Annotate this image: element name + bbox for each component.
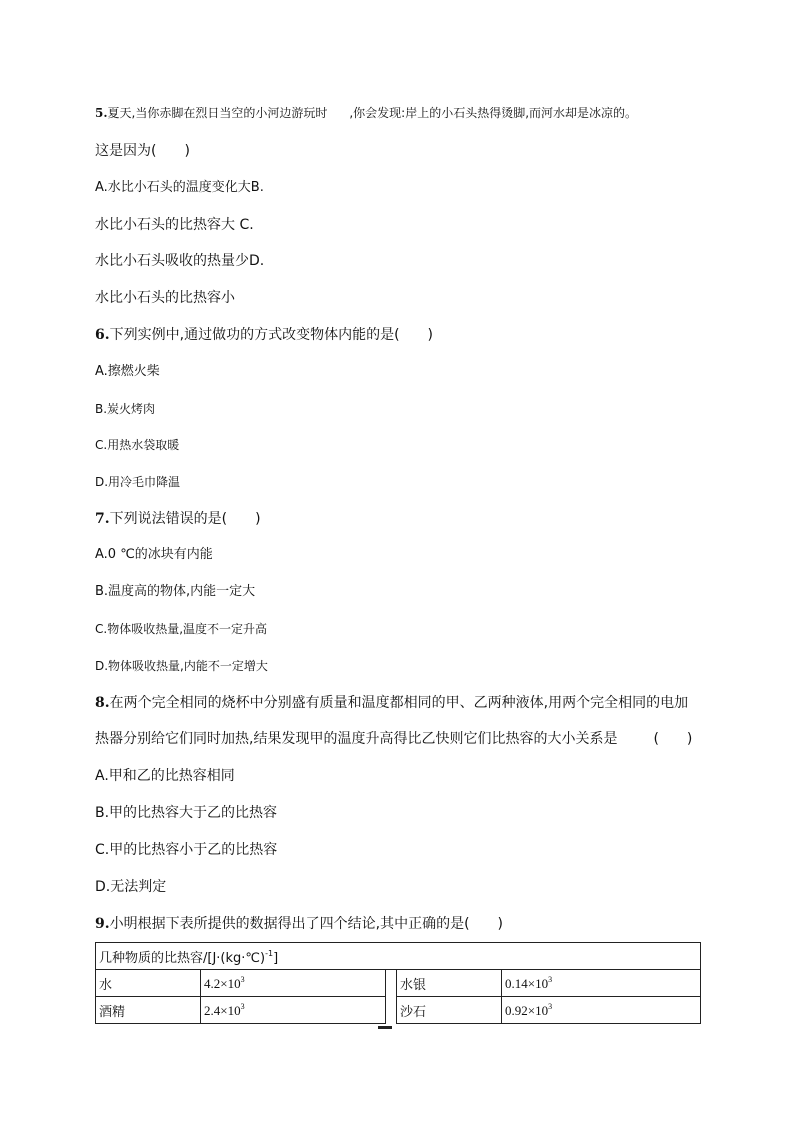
material-cell: 水银 xyxy=(397,970,502,997)
question-8-stem-2 xyxy=(95,730,692,748)
header-exponent: -1 xyxy=(265,948,274,958)
question-5-line-d: 水比小石头的比热容小 xyxy=(95,290,235,306)
question-number: 9. xyxy=(95,916,110,932)
table-separator-bar xyxy=(378,1026,392,1029)
question-8-option-b: B.甲的比热容大于乙的比热容 xyxy=(95,805,278,821)
question-8-option-a: A.甲和乙的比热容相同 xyxy=(95,768,235,784)
question-number: 7. xyxy=(95,511,110,527)
table-header-text: 几种物质的比热容/[J·(kg·℃) xyxy=(99,950,266,966)
question-number: 6. xyxy=(95,327,110,343)
value-cell: $2.4\times 10^3$ xyxy=(201,997,386,1024)
stem-text: 下列说法错误的是( ) xyxy=(109,511,261,527)
stem-part-1: 夏天,当你赤脚在烈日当空的小河边游玩时 xyxy=(107,106,328,120)
question-6-option-a: A.擦燃火柴 xyxy=(95,364,160,379)
question-8-option-c: C.甲的比热容小于乙的比热容 xyxy=(95,842,278,858)
table-row xyxy=(96,970,701,997)
material-cell: 沙石 xyxy=(397,997,502,1024)
specific-heat-table xyxy=(95,942,701,1024)
question-5-line-c: 水比小石头吸收的热量少D. xyxy=(95,253,265,269)
stem-part-2: ,你会发现:岸上的小石头热得烫脚,而河水却是冰凉的。 xyxy=(349,106,638,120)
question-7-option-d: D.物体吸收热量,内能不一定增大 xyxy=(95,659,268,673)
question-6-stem xyxy=(95,326,433,344)
header-bracket: ] xyxy=(273,950,279,966)
question-6-option-c: C.用热水袋取暖 xyxy=(95,438,180,452)
table-row xyxy=(96,997,701,1024)
question-7-option-c: C.物体吸收热量,温度不一定升高 xyxy=(95,622,268,636)
question-8-option-d: D.无法判定 xyxy=(95,879,167,895)
table-header-row xyxy=(96,943,701,970)
stem-text: 小明根据下表所提供的数据得出了四个结论,其中正确的是( ) xyxy=(109,916,503,932)
question-5-stem xyxy=(95,104,637,122)
value-cell: $0.92\times 10^3$ xyxy=(502,997,701,1024)
material-cell: 酒精 xyxy=(96,997,201,1024)
question-6-option-b: B.炭火烤肉 xyxy=(95,402,156,416)
stem-text: 下列实例中,通过做功的方式改变物体内能的是( ) xyxy=(109,327,433,343)
table-separator xyxy=(386,997,397,1024)
question-8-stem-1 xyxy=(95,694,688,712)
question-number: 8. xyxy=(95,695,110,711)
table-header-cell xyxy=(96,943,701,970)
question-7-stem xyxy=(95,510,261,528)
question-5-line-b: 水比小石头的比热容大 C. xyxy=(95,217,254,233)
stem-text: 在两个完全相同的烧杯中分别盛有质量和温度都相同的甲、乙两种液体,用两个完全相同的电加 xyxy=(109,695,689,711)
question-6-option-d: D.用冷毛巾降温 xyxy=(95,475,181,489)
question-7-option-b: B.温度高的物体,内能一定大 xyxy=(95,584,256,599)
question-number: 5. xyxy=(95,106,108,120)
question-7-option-a: A.0 ℃的冰块有内能 xyxy=(95,547,213,562)
material-cell: 水 xyxy=(96,970,201,997)
question-9-stem xyxy=(95,915,503,933)
value-cell: $0.14\times 10^3$ xyxy=(502,970,701,997)
value-cell: $4.2\times 10^3$ xyxy=(201,970,386,997)
answer-parens: ( ) xyxy=(653,731,693,747)
question-5-line-a: A.水比小石头的温度变化大B. xyxy=(95,180,264,195)
stem-text: 热器分别给它们同时加热,结果发现甲的温度升高得比乙快则它们比热容的大小关系是 xyxy=(95,731,618,747)
question-5-stem-2: 这是因为( ) xyxy=(95,143,190,159)
table-separator xyxy=(386,970,397,997)
